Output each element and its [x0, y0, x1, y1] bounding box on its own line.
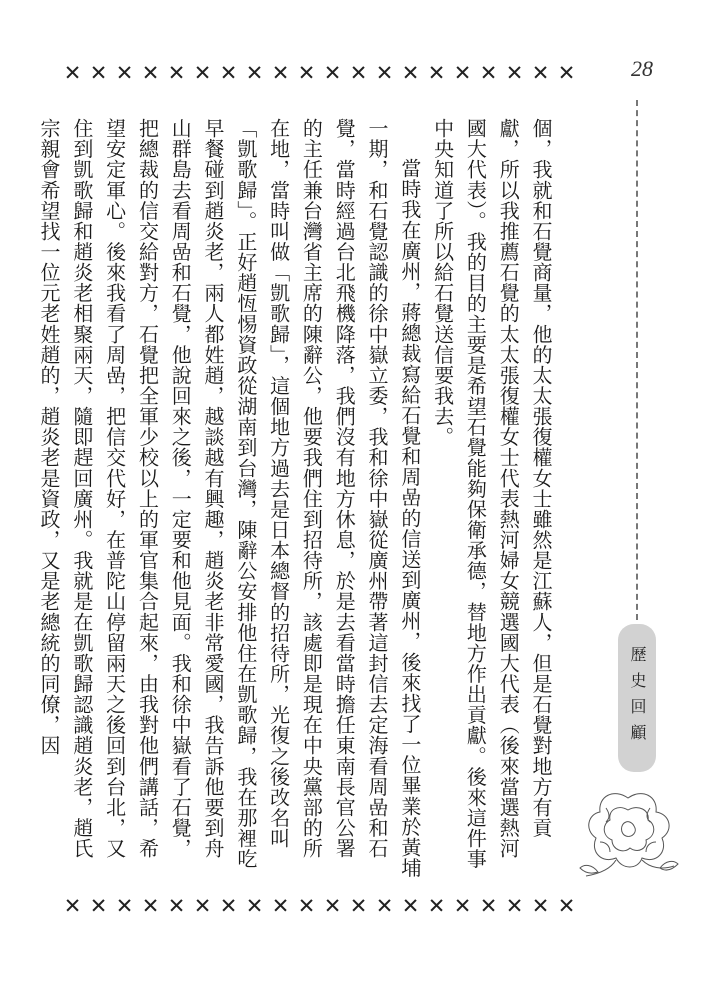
ornament-mark: ✕: [323, 894, 342, 918]
ornament-mark: ✕: [245, 894, 264, 918]
ornament-mark: ✕: [115, 894, 134, 918]
ornament-mark: ✕: [557, 894, 576, 918]
ornament-mark: ✕: [427, 61, 446, 85]
ornament-mark: ✕: [167, 61, 186, 85]
ornament-mark: ✕: [89, 894, 108, 918]
ornament-mark: ✕: [349, 894, 368, 918]
ornament-mark: ✕: [453, 894, 472, 918]
paragraph-1: 個，我就和石覺商量，他的太太張復權女士雖然是江蘇人，但是石覺對地方有貢獻，所以我推薦石覺的太太張復權女士代表熱河婦女競選國大代表（後來當選熱河國大代表）。我的目的主要是希望石覺能夠保衛承德，替地方作出貢獻。後來這件事中央知道了所以給石覺送信要我去。: [430, 118, 553, 870]
ornament-mark: ✕: [479, 894, 498, 918]
ornament-mark: ✕: [531, 894, 550, 918]
ornament-mark: ✕: [141, 61, 160, 85]
page-number: 28: [631, 56, 653, 81]
ornament-mark: ✕: [427, 894, 446, 918]
ornament-mark: ✕: [89, 61, 108, 85]
ornament-mark: ✕: [505, 61, 524, 85]
section-tab-label: 歷史回顧: [628, 646, 647, 750]
ornament-mark: ✕: [375, 894, 394, 918]
ornament-mark: ✕: [453, 61, 472, 85]
ornament-mark: ✕: [115, 61, 134, 85]
ornament-mark: ✕: [271, 894, 290, 918]
ornament-mark: ✕: [401, 894, 420, 918]
peony-flower-icon: [576, 778, 680, 886]
ornament-mark: ✕: [141, 894, 160, 918]
ornament-mark: ✕: [323, 61, 342, 85]
ornament-mark: ✕: [271, 61, 290, 85]
margin-dashed-line: [636, 100, 638, 620]
ornament-mark: ✕: [63, 61, 82, 85]
section-tab: [618, 624, 656, 772]
ornament-mark: ✕: [349, 61, 368, 85]
ornament-mark: ✕: [505, 894, 524, 918]
ornament-mark: ✕: [219, 61, 238, 85]
paragraph-2: 當時我在廣州，蔣總裁寫給石覺和周嵒的信送到廣州，後來找了一位畢業於黃埔一期，和石覺認識的徐中嶽立委，我和徐中嶽從廣州帶著這封信去定海看周嵒和石覺，當時經過台北飛機降落，我們沒有地方休息，於是去看當時擔任東南長官公署的主任兼台灣省主席的陳辭公，他要我們住到招待所，該處即是現在中央黨部的所在地，當時叫做「凱歌歸」，這個地方過去是日本總督的招待所，光復之後改名叫「凱歌歸」。正好趙恆惕資政從湖南到台灣，陳辭公安排他住在凱歌歸，我在那裡吃早餐碰到趙炎老，兩人都姓趙，越談越有興趣，趙炎老非常愛國，我告訴他要到舟山群島去看周嵒和石覺，他說回來之後，一定要和他見面。我和徐中嶽看了石覺，把總裁的信交給對方，石覺把全軍少校以上的軍官集合起來，由我對他們講話，希望安定軍心。後來我看了周嵒，把信交代好，在普陀山停留兩天之後回到台北，又住到凱歌歸和趙炎老相聚兩天，隨即趕回廣州。我就是在凱歌歸認識趙炎老，趙氏宗親會希望找一位元老姓趙的，趙炎老是資政，又是老總統的同僚，因: [37, 118, 422, 878]
ornament-mark: ✕: [245, 61, 264, 85]
ornament-mark: ✕: [297, 894, 316, 918]
ornament-mark: ✕: [479, 61, 498, 85]
ornament-mark: ✕: [219, 894, 238, 918]
ornament-mark: ✕: [63, 894, 82, 918]
ornament-mark: ✕: [193, 894, 212, 918]
ornament-mark: ✕: [297, 61, 316, 85]
ornament-mark: ✕: [531, 61, 550, 85]
ornament-mark: ✕: [557, 61, 576, 85]
main-text-column: [37, 118, 557, 878]
ornament-mark: ✕: [375, 61, 394, 85]
ornament-mark: ✕: [193, 61, 212, 85]
ornament-mark: ✕: [167, 894, 186, 918]
ornament-mark: ✕: [401, 61, 420, 85]
bottom-ornament-rule: [62, 894, 577, 918]
top-ornament-rule: [62, 61, 577, 85]
